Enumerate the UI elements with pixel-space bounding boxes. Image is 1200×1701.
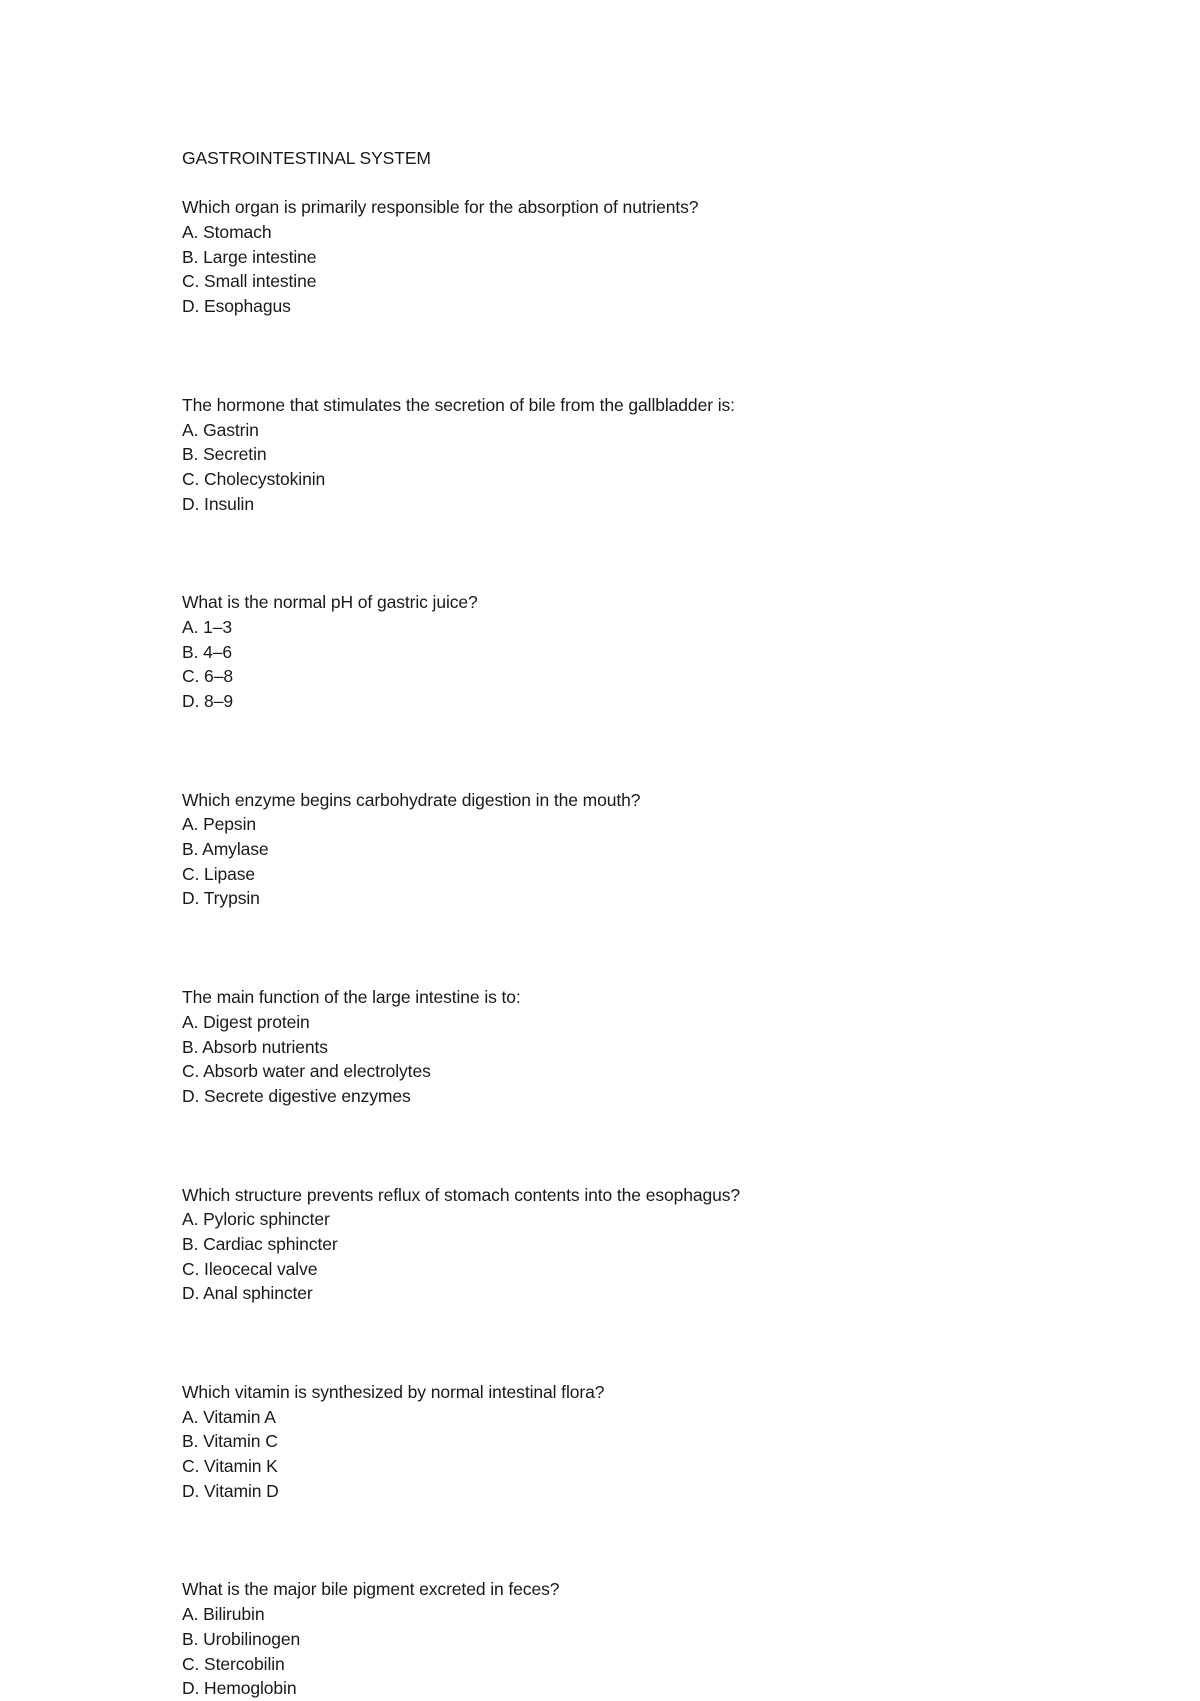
question-text: Which structure prevents reflux of stomach contents into the esophagus? <box>182 1184 741 1205</box>
option-a: A. Digest protein <box>182 1011 310 1032</box>
option-b: B. Vitamin C <box>182 1431 278 1452</box>
option-d: D. Insulin <box>182 493 254 514</box>
option-b: B. Amylase <box>182 839 269 860</box>
option-b: B. Large intestine <box>182 246 317 267</box>
option-a: A. 1–3 <box>182 616 232 637</box>
option-c: C. Lipase <box>182 863 256 884</box>
document-title: GASTROINTESTINAL SYSTEM <box>182 148 431 168</box>
question-1 <box>182 195 1082 318</box>
document-content <box>182 146 1082 1701</box>
option-b: B. Urobilinogen <box>182 1628 301 1649</box>
question-6 <box>182 1183 1082 1306</box>
option-c: C. 6–8 <box>182 666 233 687</box>
option-a: A. Bilirubin <box>182 1604 265 1625</box>
option-b: B. Secretin <box>182 444 267 465</box>
option-c: C. Small intestine <box>182 271 317 292</box>
question-text: Which enzyme begins carbohydrate digestion in the mouth? <box>182 789 641 810</box>
question-text: The hormone that stimulates the secretion of bile from the gallbladder is: <box>182 394 735 415</box>
option-d: D. Trypsin <box>182 888 260 909</box>
question-3 <box>182 590 1082 713</box>
question-4 <box>182 788 1082 911</box>
option-b: B. Absorb nutrients <box>182 1036 328 1057</box>
option-c: C. Absorb water and electrolytes <box>182 1061 431 1082</box>
option-a: A. Pyloric sphincter <box>182 1209 330 1230</box>
question-text: What is the normal pH of gastric juice? <box>182 592 478 613</box>
option-d: D. Vitamin D <box>182 1480 279 1501</box>
option-a: A. Gastrin <box>182 419 259 440</box>
option-a: A. Stomach <box>182 222 272 243</box>
option-d: D. Hemoglobin <box>182 1678 297 1699</box>
question-8 <box>182 1577 1082 1700</box>
option-b: B. 4–6 <box>182 641 232 662</box>
option-b: B. Cardiac sphincter <box>182 1233 338 1254</box>
option-d: D. Anal sphincter <box>182 1283 313 1304</box>
question-text: Which vitamin is synthesized by normal intestinal flora? <box>182 1382 605 1402</box>
question-text: The main function of the large intestine is to: <box>182 987 521 1008</box>
option-c: C. Ileocecal valve <box>182 1258 318 1279</box>
option-a: A. Pepsin <box>182 814 257 835</box>
question-5 <box>182 985 1082 1108</box>
question-text: Which organ is primarily responsible for the absorption of nutrients? <box>182 197 699 218</box>
question-7 <box>182 1380 1082 1503</box>
option-d: D. 8–9 <box>182 691 233 711</box>
option-c: C. Vitamin K <box>182 1456 278 1477</box>
question-text: What is the major bile pigment excreted in feces? <box>182 1579 560 1600</box>
option-c: C. Stercobilin <box>182 1653 285 1674</box>
option-a: A. Vitamin A <box>182 1406 276 1427</box>
option-d: D. Secrete digestive enzymes <box>182 1085 411 1106</box>
question-2 <box>182 393 1082 516</box>
option-d: D. Esophagus <box>182 296 291 317</box>
option-c: C. Cholecystokinin <box>182 468 326 489</box>
